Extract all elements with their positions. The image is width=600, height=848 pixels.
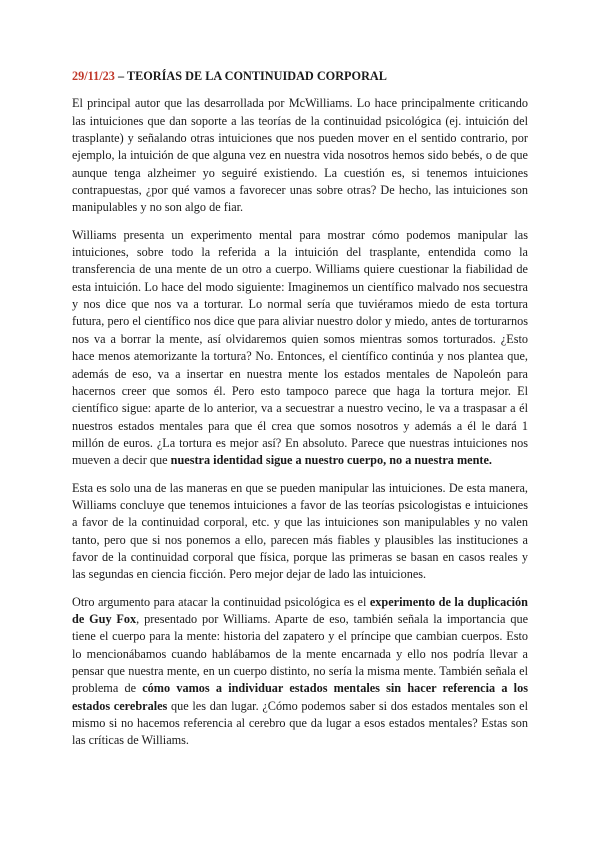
heading-title: – TEORÍAS DE LA CONTINUIDAD CORPORAL <box>114 69 387 83</box>
paragraph-text: que les dan lugar. ¿Cómo podemos saber si dos estados mentales son el mismo si no hacemos referencia al cerebro que da lugar a esos estados mentales? Estas son las críticas de Williams. <box>72 698 529 748</box>
paragraph-emphasis: cómo vamos a individuar estados mentales sin hacer referencia a los estados cerebrales <box>72 681 528 713</box>
paragraph-4 <box>72 594 528 750</box>
paragraph-text: Otro argumento para atacar la continuidad psicológica es el <box>72 594 370 609</box>
paragraph-text: El principal autor que las desarrollada por McWilliams. Lo hace principalmente criticando las intuiciones que dan soporte a las teorías de la continuidad psicológica (ej. intuición del trasplante) y señalando otras intuiciones que nos pueden mover en el sentido contrario, por ejemplo, la intuición de que alguna vez en nuestra vida nosotros hemos sido bebés, o de que aunque tenga alzheimer yo seguiré existiendo. La cuestión es, si tenemos intuiciones contrapuestas, ¿por qué vamos a favorecer unas sobre otras? De hecho, las intuiciones son manipulables y no son algo de fiar. <box>72 96 528 215</box>
paragraph-text: Williams presenta un experimento mental para mostrar cómo podemos manipular las intuiciones, sobre todo la referida a la intuición del trasplante, entendida como la transferencia de una mente de un otro a cuerpo. Williams quiere cuestionar la fiabilidad de esta intuición. Lo hace del modo siguiente: Imaginemos un científico malvado nos secuestra y nos dice que nos va a torturar. Lo normal sería que tuviéramos miedo de esta tortura futura, pero el científico nos dice que para aliviar nuestro dolor y miedo, antes de torturarnos nos va a borrar la mente, así olvidaremos quien somos mientras somos torturados. ¿Esto hace menos atemorizante la tortura? No. Entonces, el científico continúa y nos plantea que, además de eso, va a insertar en nuestra mente los estados mentales de Napoleón para hacernos creer que somos él. Pero esto tampoco parece que haga la tortura mejor. El científico sigue: aparte de lo anterior, va a secuestrar a nuestro vecino, le va a traspasar a él nuestros estados mentales para que él crea que somos nosotros y además a él le dará 1 millón de euros. ¿La tortura es mejor así? En absoluto. Parece que nuestras intuiciones nos mueven a decir que <box>72 227 528 468</box>
section-heading <box>72 68 528 85</box>
document-page <box>72 68 528 760</box>
paragraph-emphasis: nuestra identidad sigue a nuestro cuerpo, no a nuestra mente. <box>170 453 492 468</box>
paragraph-3 <box>72 480 528 584</box>
heading-date: 29/11/23 <box>72 69 115 83</box>
paragraph-text: , presentado por Williams. Aparte de eso, también señala la importancia que tiene el cuerpo para la mente: historia del zapatero y el príncipe que cambian cuerpos. Esto lo mencionábamos cuando hablábamos de la mente encarnada y ello nos podría llevar a pensar que nuestra mente, en un cuerpo distinto, no sería la misma mente. También señala el problema de <box>72 611 529 696</box>
paragraph-text: Esta es solo una de las maneras en que se pueden manipular las intuiciones. De esta manera, Williams concluye que tenemos intuiciones a favor de las teorías psicologistas e intuiciones a favor de la continuidad corporal, etc. y que las intuiciones son manipulables y no valen tanto, pero que si nos ponemos a ello, parecen más fiables y plausibles las instituciones a favor de la continuidad corporal que física, porque las primeras se basan en casos reales y las segundas en ciencia ficción. Pero mejor dejar de lado las intuiciones. <box>72 480 528 582</box>
paragraph-1 <box>72 95 528 216</box>
paragraph-2 <box>72 227 528 470</box>
paragraph-emphasis: experimento de la duplicación de Guy Fox <box>72 594 528 626</box>
